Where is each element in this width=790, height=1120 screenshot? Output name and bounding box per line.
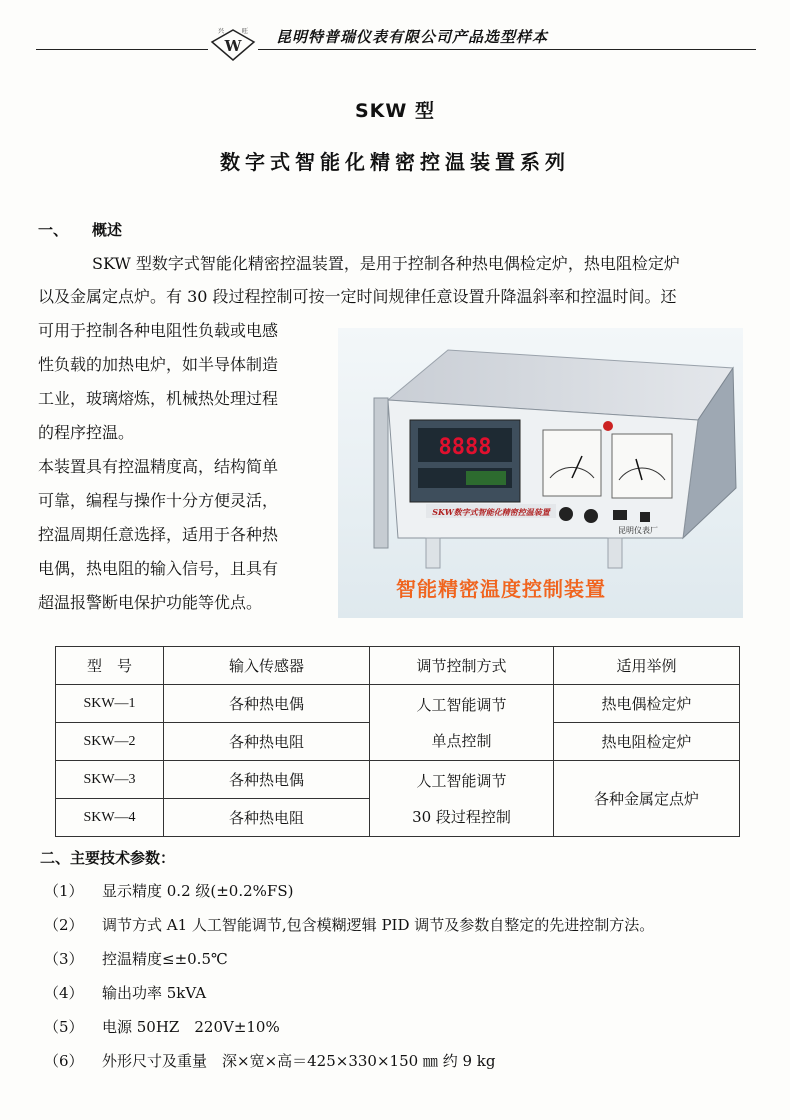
param-item — [44, 1050, 495, 1071]
overview-line-8: 可靠，编程与操作十分方便灵活， — [38, 491, 279, 510]
overview-line-2: 以及金属定点炉。有 30 段过程控制可按一定时间规律任意设置升降温斜率和控温时间。还 — [38, 287, 677, 306]
table-header: 调节控制方式 — [370, 647, 554, 685]
param-item — [44, 982, 206, 1003]
sensor-cell: 各种热电偶 — [164, 685, 370, 723]
table-row — [56, 761, 740, 799]
param-number: （2） — [44, 916, 84, 934]
param-number: （4） — [44, 984, 84, 1002]
overview-line-4: 性负载的加热电炉，如半导体制造 — [38, 355, 279, 374]
overview-line-1: SKW 型数字式智能化精密控温装置，是用于控制各种热电偶检定炉，热电阻检定炉 — [92, 254, 680, 273]
param-text: 电源 50HZ 220V±10% — [102, 1018, 280, 1036]
product-photo — [338, 328, 743, 618]
table-row — [56, 685, 740, 723]
photo-caption: 智能精密温度控制装置 — [396, 577, 606, 601]
param-text: 调节方式 A1 人工智能调节,包含模糊逻辑 PID 调节及参数自整定的先进控制方法。 — [102, 916, 655, 934]
param-text: 外形尺寸及重量 深×宽×高＝425×330×150 ㎜ 约 9 kg — [102, 1052, 496, 1070]
param-number: （5） — [44, 1018, 84, 1036]
control-cell — [370, 761, 554, 837]
company-name: 昆明特普瑞仪表有限公司产品选型样本 — [276, 28, 549, 46]
overview-line-3: 可用于控制各种电阻性负载或电感 — [38, 321, 279, 340]
table-header: 输入传感器 — [164, 647, 370, 685]
param-number: （1） — [44, 882, 84, 900]
param-item — [44, 880, 293, 901]
param-text: 显示精度 0.2 级(±0.2%FS) — [102, 882, 294, 900]
overview-line-11: 超温报警断电保护功能等优点。 — [38, 593, 263, 612]
example-cell: 热电偶检定炉 — [554, 685, 740, 723]
param-number: （3） — [44, 950, 84, 968]
example-cell: 各种金属定点炉 — [554, 761, 740, 837]
section-1-number: 一、 — [38, 221, 69, 239]
control-line: 人工智能调节 — [416, 771, 507, 790]
sensor-cell: 各种热电偶 — [164, 761, 370, 799]
param-item — [44, 1016, 280, 1037]
overview-line-9: 控温周期任意选择，适用于各种热 — [38, 525, 279, 544]
product-series-title: 数字式智能化精密控温装置系列 — [220, 150, 570, 174]
sensor-cell: 各种热电阻 — [164, 723, 370, 761]
control-line: 人工智能调节 — [416, 695, 507, 714]
product-model-title: SKW 型 — [355, 100, 435, 122]
model-table — [55, 646, 740, 837]
table-header-row — [56, 647, 740, 685]
logo-small-right: 旺 — [241, 28, 249, 35]
table-header: 型 号 — [56, 647, 164, 685]
overview-line-6: 的程序控温。 — [38, 423, 135, 442]
model-cell: SKW—1 — [56, 685, 164, 723]
logo-letter: W — [224, 37, 242, 55]
sensor-cell: 各种热电阻 — [164, 799, 370, 837]
panel-label: SKW数字式智能化精密控温装置 — [432, 507, 550, 517]
param-text: 输出功率 5kVA — [102, 984, 207, 1002]
overview-line-7: 本装置具有控温精度高，结构简单 — [38, 457, 279, 476]
example-cell: 热电阻检定炉 — [554, 723, 740, 761]
company-logo — [208, 24, 258, 64]
param-text: 控温精度≤±0.5℃ — [102, 950, 228, 968]
model-cell: SKW—2 — [56, 723, 164, 761]
control-line: 30 段过程控制 — [412, 807, 511, 826]
maker-label: 昆明仪表厂 — [618, 526, 658, 535]
param-number: （6） — [44, 1052, 84, 1070]
param-item — [44, 914, 654, 935]
model-cell: SKW—4 — [56, 799, 164, 837]
controller-display: 8888 — [438, 435, 492, 460]
section-2-heading: 二、主要技术参数： — [40, 849, 176, 867]
section-1-heading: 概述 — [92, 221, 123, 239]
header-rule-right — [258, 49, 756, 50]
param-item — [44, 948, 228, 969]
overview-line-10: 电偶，热电阻的输入信号，且具有 — [38, 559, 279, 578]
table-header: 适用举例 — [554, 647, 740, 685]
header-rule-left — [36, 49, 208, 50]
overview-line-5: 工业，玻璃熔炼，机械热处理过程 — [38, 389, 279, 408]
model-cell: SKW—3 — [56, 761, 164, 799]
control-line: 单点控制 — [431, 731, 492, 750]
control-cell — [370, 685, 554, 761]
logo-small-left: 兴 — [217, 28, 225, 35]
